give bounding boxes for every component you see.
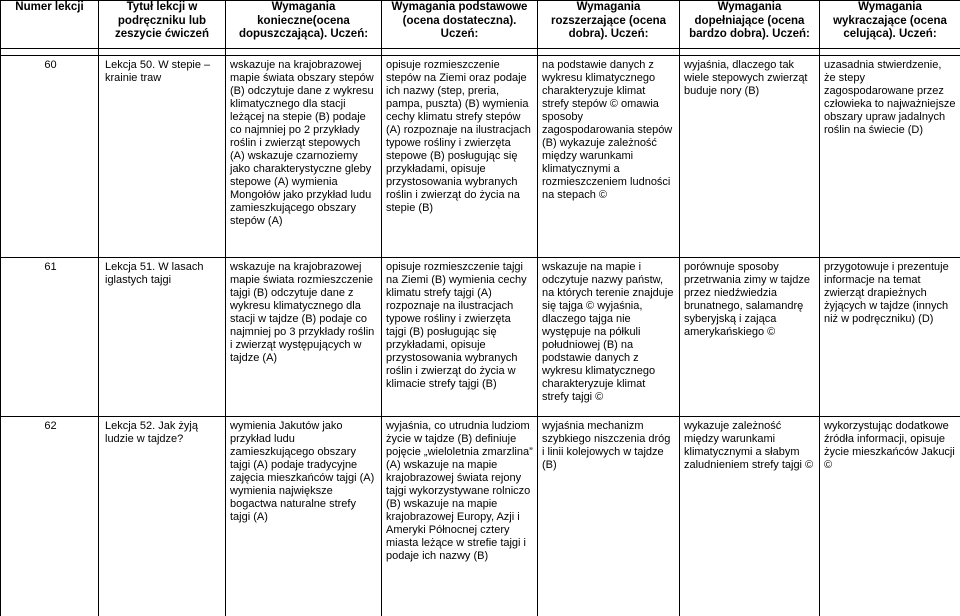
req-extended-cell: na podstawie danych z wykresu klimatycznego charakteryzuje klimat strefy stepów © omawia sposoby zagospodarowania stepów (B) wykazuje zależność między warunkami klimatycznymi a rozmieszczeniem ludności na stepach © xyxy=(538,56,680,258)
req-exceeding-cell: przygotowuje i prezentuje informacje na temat zwierząt drapieżnych żyjących w tajdze (innych niż w podręczniku) (D) xyxy=(820,258,960,417)
req-extended-cell: wskazuje na mapie i odczytuje nazwy państw, na których terenie znajduje się tajga © wyjaśnia, dlaczego tajga nie występuje na półkuli południowej (B) na podstawie danych z wykresu klimatycznego charakteryzuje klimat strefy tajgi © xyxy=(538,258,680,417)
lesson-title: Lekcja 50. W stepie – krainie traw xyxy=(99,56,226,258)
header-lesson-title: Tytuł lekcji w podręczniku lub zeszycie ćwiczeń xyxy=(99,1,226,49)
req-complementary-cell: porównuje sposoby przetrwania zimy w tajdze przez niedźwiedzia brunatnego, salamandrę syberyjską i zająca amerykańskiego © xyxy=(680,258,820,417)
req-basic-cell: opisuje rozmieszczenie tajgi na Ziemi (B) wymienia cechy klimatu strefy tajgi (A) rozpoznaje na ilustracjach typowe rośliny i zwierzęta tajgi (B) posługując się przykładami, opisuje przystosowania wybranych roślin i zwierząt do życia w klimacie strefy tajgi (B) xyxy=(382,258,538,417)
req-basic-cell: wyjaśnia, co utrudnia ludziom życie w tajdze (B) definiuje pojęcie „wieloletnia zmarzlina” (A) wskazuje na mapie krajobrazowej świata rejony tajgi wykorzystywane rolniczo (B) wskazuje na mapie krajobrazowej Europy, Azji i Ameryki Północnej cztery miasta leżące w strefie tajgi i podaje ich nazwy (B) xyxy=(382,417,538,616)
spacer-cell xyxy=(538,49,680,56)
spacer-cell xyxy=(1,49,99,56)
req-extended-cell: wyjaśnia mechanizm szybkiego niszczenia dróg i linii kolejowych w tajdze (B) xyxy=(538,417,680,616)
spacer-cell xyxy=(382,49,538,56)
req-necessary-cell: wskazuje na krajobrazowej mapie świata rozmieszczenie tajgi (B) odczytuje dane z wykresu klimatycznego dla stacji w tajdze (B) podaje co najmniej po 3 przykłady roślin i zwierząt występujących w tajdze (A) xyxy=(226,258,382,417)
table-row xyxy=(1,56,960,258)
req-exceeding-cell: uzasadnia stwierdzenie, że stepy zagospodarowane przez człowieka to najważniejsze obszary upraw jadalnych roślin na świecie (D) xyxy=(820,56,960,258)
header-req-complementary: Wymagania dopełniające (ocena bardzo dobra). Uczeń: xyxy=(680,1,820,49)
req-necessary-cell: wskazuje na krajobrazowej mapie świata obszary stepów (B) odczytuje dane z wykresu klimatycznego dla stacji leżącej na stepie (B) podaje co najmniej po 2 przykłady roślin i zwierząt stepowych (A) wskazuje czarnoziemy jako charakterystyczne gleby stepowe (A) wymienia Mongołów jako przykład ludu zamieszkującego obszary stepów (A) xyxy=(226,56,382,258)
header-req-exceeding: Wymagania wykraczające (ocena celująca). Uczeń: xyxy=(820,1,960,49)
req-complementary-cell: wykazuje zależność między warunkami klimatycznymi a słabym zaludnieniem strefy tajgi © xyxy=(680,417,820,616)
spacer-cell xyxy=(820,49,960,56)
header-spacer-row xyxy=(1,49,960,56)
header-lesson-number: Numer lekcji xyxy=(1,1,99,49)
lesson-number: 62 xyxy=(1,417,99,616)
header-req-necessary: Wymagania konieczne(ocena dopuszczająca). Uczeń: xyxy=(226,1,382,49)
table-row xyxy=(1,417,960,616)
lesson-number: 60 xyxy=(1,56,99,258)
header-row xyxy=(1,1,960,49)
req-exceeding-cell: wykorzystując dodatkowe źródła informacji, opisuje życie mieszkańców Jakucji © xyxy=(820,417,960,616)
header-req-extended: Wymagania rozszerzające (ocena dobra). Uczeń: xyxy=(538,1,680,49)
lesson-number: 61 xyxy=(1,258,99,417)
req-basic-cell: opisuje rozmieszczenie stepów na Ziemi oraz podaje ich nazwy (step, preria, pampa, puszta) (B) wymienia cechy klimatu strefy stepów (A) rozpoznaje na ilustracjach typowe rośliny i zwierzęta stepowe (B) posługując się przykładami, opisuje przystosowania wybranych roślin i zwierząt do życia na stepie (B) xyxy=(382,56,538,258)
spacer-cell xyxy=(680,49,820,56)
table-row xyxy=(1,258,960,417)
lesson-title: Lekcja 51. W lasach iglastych tajgi xyxy=(99,258,226,417)
spacer-cell xyxy=(226,49,382,56)
header-req-basic: Wymagania podstawowe (ocena dostateczna). Uczeń: xyxy=(382,1,538,49)
spacer-cell xyxy=(99,49,226,56)
req-complementary-cell: wyjaśnia, dlaczego tak wiele stepowych zwierząt buduje nory (B) xyxy=(680,56,820,258)
req-necessary-cell: wymienia Jakutów jako przykład ludu zamieszkującego obszary tajgi (A) podaje tradycyjne zajęcia mieszkańców tajgi (A) wymienia największe bogactwa naturalne strefy tajgi (A) xyxy=(226,417,382,616)
lesson-title: Lekcja 52. Jak żyją ludzie w tajdze? xyxy=(99,417,226,616)
